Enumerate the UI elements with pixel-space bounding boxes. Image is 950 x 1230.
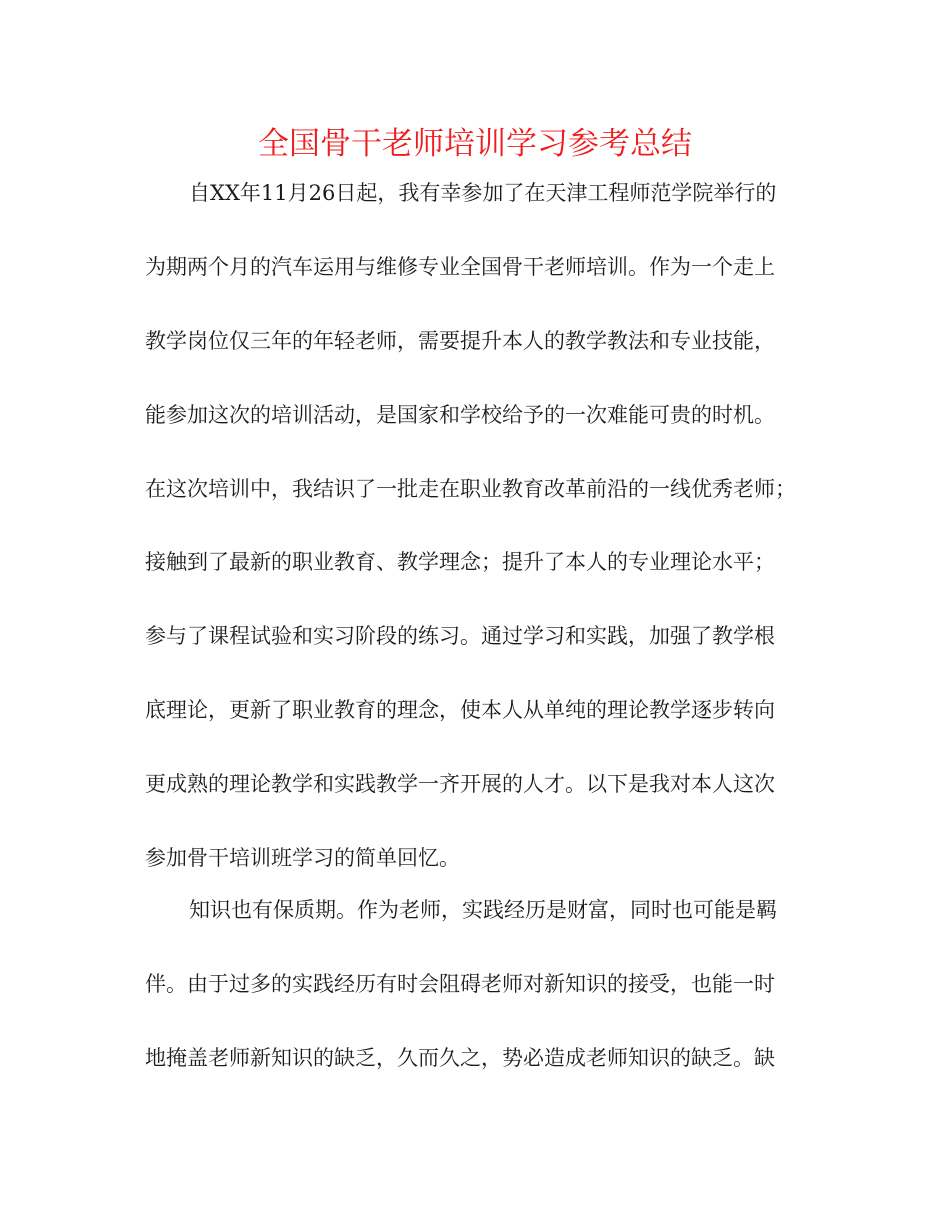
paragraph-line: 伴。由于过多的实践经历有时会阻碍老师对新知识的接受，也能一时 bbox=[145, 972, 775, 996]
paragraph-line: 参与了课程试验和实习阶段的练习。通过学习和实践，加强了教学根 bbox=[145, 624, 775, 648]
paragraph-line: 能参加这次的培训活动，是国家和学校给予的一次难能可贵的时机。 bbox=[145, 403, 775, 427]
paragraph-line: 更成熟的理论教学和实践教学一齐开展的人才。以下是我对本人这次 bbox=[145, 772, 775, 796]
paragraph-line: 在这次培训中，我结识了一批走在职业教育改革前沿的一线优秀老师； bbox=[145, 477, 796, 501]
paragraph-line: 教学岗位仅三年的年轻老师，需要提升本人的教学教法和专业技能， bbox=[145, 329, 775, 353]
paragraph-line: 底理论，更新了职业教育的理念，使本人从单纯的理论教学逐步转向 bbox=[145, 698, 775, 722]
document-title: 全国骨干老师培训学习参考总结 bbox=[258, 126, 692, 162]
paragraph-line: 地掩盖老师新知识的缺乏，久而久之，势必造成老师知识的缺乏。缺 bbox=[145, 1046, 775, 1070]
paragraph-line: 自XX年11月26日起，我有幸参加了在天津工程师范学院举行的 bbox=[189, 181, 777, 205]
paragraph-line: 为期两个月的汽车运用与维修专业全国骨干老师培训。作为一个走上 bbox=[145, 255, 775, 279]
paragraph-line: 接触到了最新的职业教育、教学理念；提升了本人的专业理论水平； bbox=[145, 550, 775, 574]
paragraph-line: 知识也有保质期。作为老师，实践经历是财富，同时也可能是羁 bbox=[189, 898, 777, 922]
paragraph-line: 参加骨干培训班学习的简单回忆。 bbox=[145, 846, 460, 870]
